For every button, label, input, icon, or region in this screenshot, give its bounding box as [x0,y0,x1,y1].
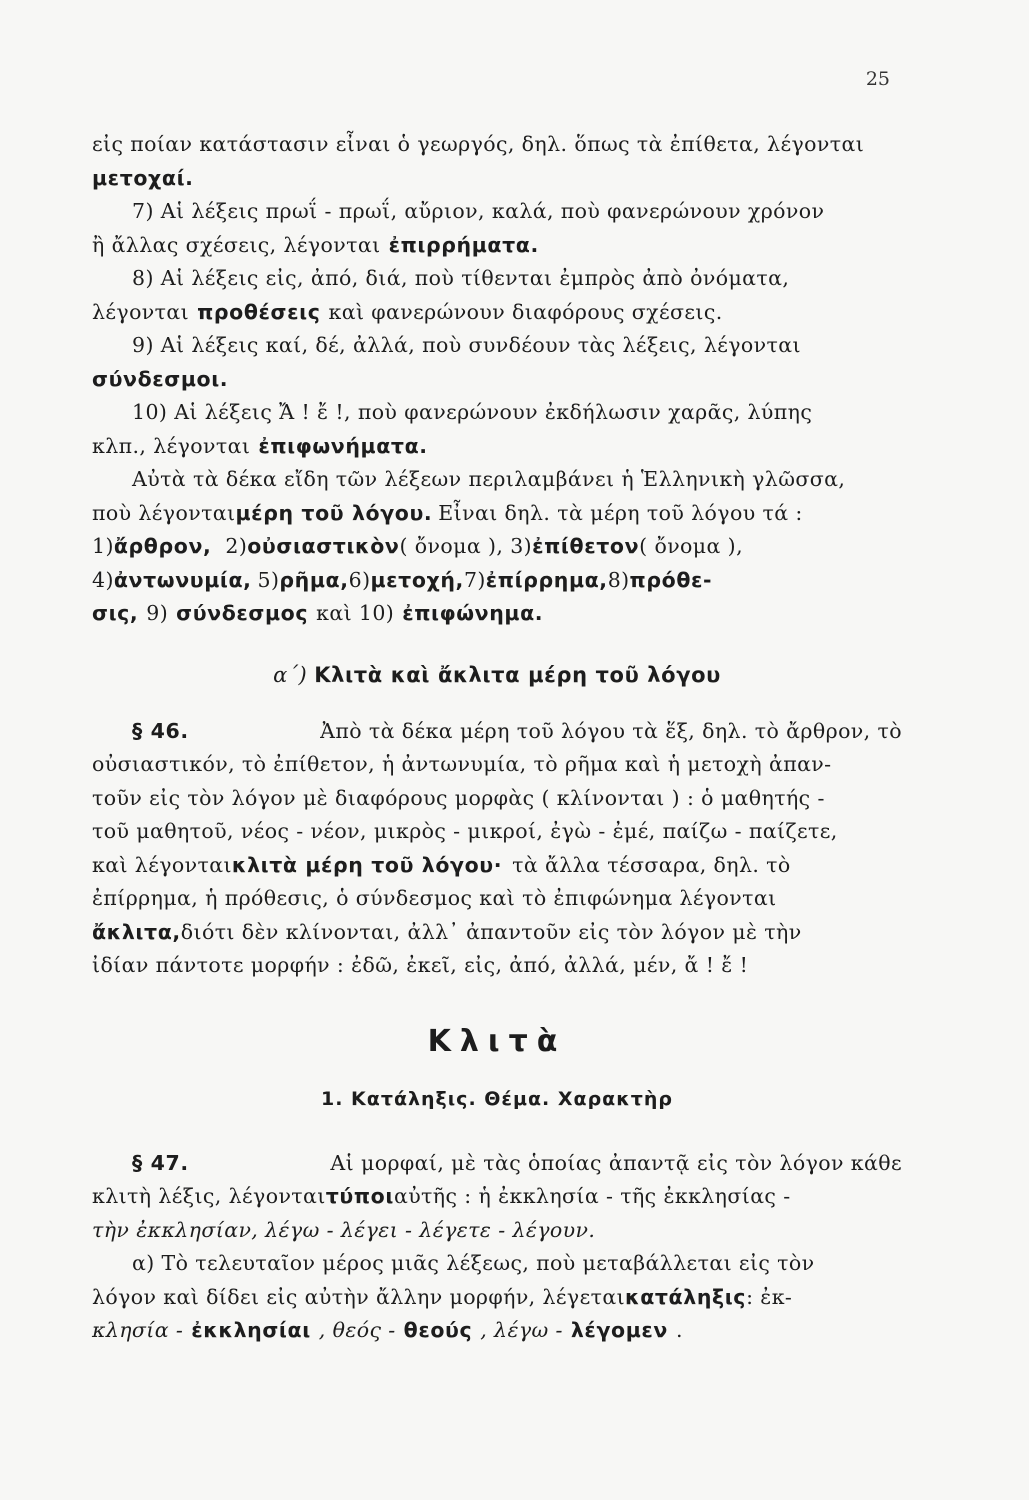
text-line [92,262,902,296]
term-bold: οὐσιαστικὸν [247,534,400,558]
term-bold: ἐπίρρημα, [485,567,608,592]
text-line [92,1247,902,1281]
term-bold: ἄρθρον, [113,534,212,558]
term-bold: ἐπιρρήματα. [388,232,539,257]
term-bold: μετοχαί. [92,165,194,190]
klita-heading: Κλιτὰ [427,1023,567,1059]
text-span: λέγονται [92,299,190,324]
text-line [92,597,902,631]
text-line [92,497,902,531]
text-line [92,430,902,464]
term-bold: πρόθε- [629,567,713,592]
text-span: Αἱ μορφαί, μὲ τὰς ὁποίας ἀπαντᾷ εἰς τὸν λόγον κάθε [330,1150,902,1175]
text-span: κλπ., λέγονται [92,433,251,458]
text-span: ἐπίρρημα, ἡ πρόθεσις, ὁ σύνδεσμος καὶ τὸ ἐπιφώνημα λέγονται [92,886,777,910]
text-line [92,296,902,330]
text-span: Ἀπὸ τὰ δέκα μέρη τοῦ λόγου τὰ ἕξ, δηλ. τὸ ἄρθρον, τὸ [320,718,902,743]
text-span: 4) [92,567,114,592]
term-bold: σύνδεσμος [176,601,309,625]
text-line [92,882,902,916]
text-line [92,564,902,598]
term-bold: ἐπίθετον [532,534,640,558]
text-span: 7) Αἱ λέξεις πρωΐ - πρωΐ, αὔριον, καλά, ποὺ φανερώνουν χρόνον [132,199,825,223]
text-line [92,128,902,162]
paragraph-number: § 46. [132,718,189,743]
term-bold: ἐπιφωνήματα. [258,433,428,458]
text-span: 7) [463,567,486,592]
text-span: διότι δὲν κλίνονται, ἀλλ᾽ ἀπαντοῦν εἰς τὸν λόγον μὲ τὴν [180,919,802,944]
term-bold: τύποι [325,1184,394,1208]
text-line [92,1180,902,1214]
text-line [92,363,902,397]
text-span: κλιτὴ λέξις, λέγονται [92,1184,326,1208]
text-span: αὐτῆς : ἡ ἐκκλησία - τῆς ἐκκλησίας - [393,1184,791,1208]
term-bold: λέγομεν [570,1318,668,1342]
text-span: 8) Αἱ λέξεις εἰς, ἀπό, διά, ποὺ τίθενται ἐμπρὸς ἀπὸ ὀνόματα, [132,266,790,290]
text-span: 10) Αἱ λέξεις Ἄ ! ἔ !, ποὺ φανερώνουν ἐκδήλωσιν χαρᾶς, λύπης [132,400,813,424]
text-span: τὰ ἄλλα τέσσαρα, δηλ. τὸ [512,852,791,877]
term-bold: ρῆμα, [279,567,349,592]
text-span: 8) [607,567,630,592]
text-line [92,916,902,950]
term-bold: ἀντωνυμία, [113,567,252,592]
term-bold: προθέσεις [197,299,321,324]
text-span: Αὐτὰ τὰ δέκα εἴδη τῶν λέξεων περιλαμβάνει ἡ Ἑλληνικὴ γλῶσσα, [132,467,846,491]
term-bold: ἐκκλησίαι [191,1318,311,1342]
text-span: , λέγω - [480,1318,563,1342]
term-bold: σύνδεσμοι. [92,366,229,391]
section-heading [92,659,902,695]
text-span: ἢ ἄλλας σχέσεις, λέγονται [92,232,381,257]
text-span: εἰς ποίαν κατάστασιν εἶναι ὁ γεωργός, δηλ. ὅπως τὰ ἐπίθετα, λέγονται [92,132,865,156]
page-number: 25 [865,68,890,90]
text-span: 2) [225,534,248,558]
text-span: . [675,1318,683,1342]
text-line [92,463,902,497]
text-span: Εἶναι δηλ. τὰ μέρη τοῦ λόγου τά : [438,500,803,525]
term-bold: ἄκλιτα, [92,919,181,944]
section-prefix: α´) [273,662,315,687]
text-line [92,782,902,816]
text-line [92,396,902,430]
term-bold: σις, [92,601,139,625]
text-line [92,1214,902,1248]
term-bold: θεούς [403,1318,473,1342]
text-span: λόγον καὶ δίδει εἰς αὐτὴν ἄλλην μορφήν, λέγεται [92,1284,626,1309]
text-span: ποὺ λέγονται [92,500,236,525]
text-span: ( ὄνομα ), 3) [399,534,533,558]
text-line [92,329,902,363]
text-line [92,849,902,883]
text-span: τοῦ μαθητοῦ, νέος - νέον, μικρὸς - μικροί, ἐγὼ - ἐμέ, παίζω - παίζετε, [92,819,838,843]
text-line [92,530,902,564]
term-bold: μετοχή, [370,567,464,592]
text-line [92,949,902,983]
section-title: Κλιτὰ καὶ ἄκλιτα μέρη τοῦ λόγου [314,662,721,687]
text-span: 9) Αἱ λέξεις καί, δέ, ἀλλά, ποὺ συνδέουν τὰς λέξεις, λέγονται [132,333,801,357]
text-span: α) Τὸ τελευταῖον μέρος μιᾶς λέξεως, ποὺ μεταβάλλεται εἰς τὸν [132,1251,815,1275]
text-line [92,815,902,849]
term-bold: μέρη τοῦ λόγου. [235,500,433,525]
sub-heading: 1. Κατάληξις. Θέμα. Χαρακτὴρ [321,1087,673,1110]
term-bold: κατάληξις [625,1284,747,1309]
text-span: κλησία - [92,1318,184,1342]
text-line [92,195,902,229]
text-span: καὶ λέγονται [92,852,232,877]
text-span: τὴν ἐκκλησίαν, λέγω - λέγει - λέγετε - λέγουν. [92,1217,596,1242]
text-line [92,748,902,782]
text-span: : ἐκ- [746,1284,793,1309]
text-line [92,1314,902,1348]
text-span: καὶ φανερώνουν διαφόρους σχέσεις. [328,299,723,324]
text-line [92,1147,902,1181]
term-bold: ἐπιφώνημα. [402,601,544,625]
text-line [92,229,902,263]
text-span: οὐσιαστικόν, τὸ ἐπίθετον, ἡ ἀντωνυμία, τὸ ρῆμα καὶ ἡ μετοχὴ ἀπαν- [92,752,832,776]
text-span: τοῦν εἰς τὸν λόγον μὲ διαφόρους μορφὰς ( κλίνονται ) : ὁ μαθητής - [92,785,825,810]
text-line [92,162,902,196]
text-span: , θεός - [318,1318,396,1342]
paragraph-number: § 47. [132,1150,189,1175]
text-span: 6) [348,567,371,592]
text-span: 5) [257,567,280,592]
text-line [92,1281,902,1315]
text-span: 9) [146,601,169,625]
text-line [92,715,902,749]
text-span: 1) [92,534,114,558]
body-text [92,128,902,1348]
text-span: ἰδίαν πάντοτε μορφήν : ἐδῶ, ἐκεῖ, εἰς, ἀπό, ἀλλά, μέν, ἄ ! ἔ ! [92,953,749,977]
text-span: ( ὄνομα ), [639,534,743,558]
term-bold: κλιτὰ μέρη τοῦ λόγου· [231,852,503,877]
text-span: καὶ 10) [316,601,395,625]
